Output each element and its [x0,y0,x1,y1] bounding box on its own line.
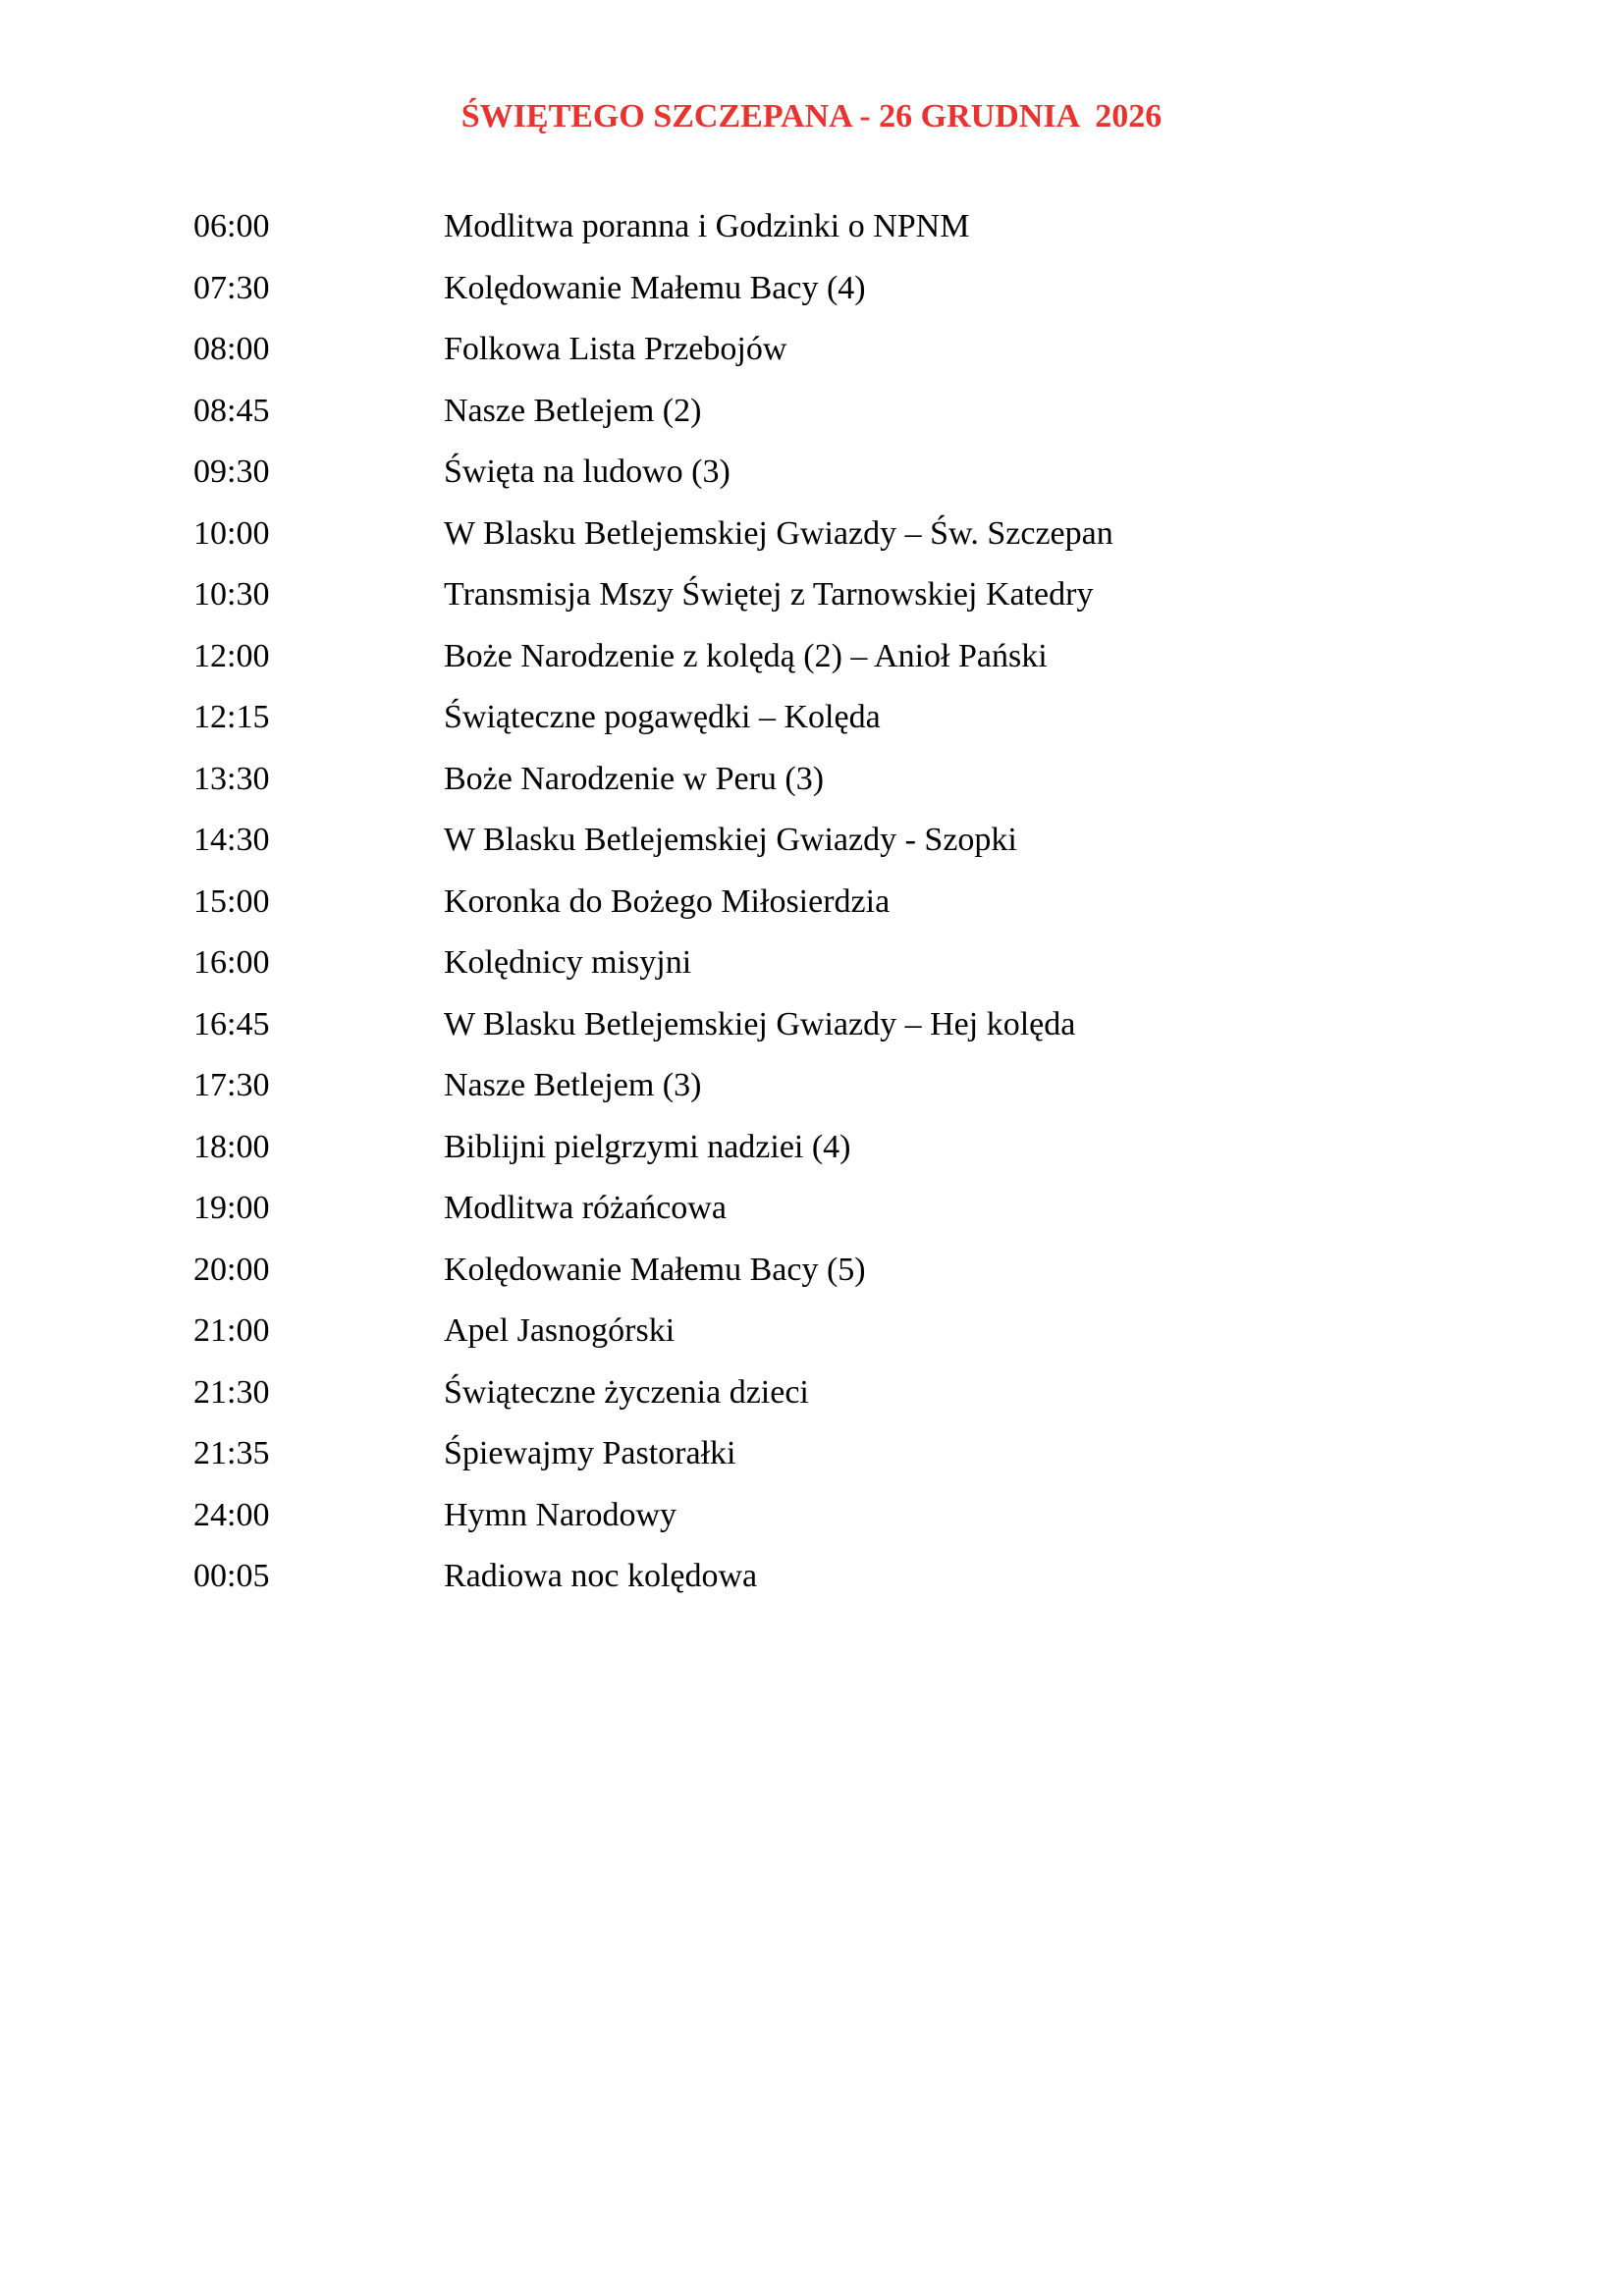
schedule-row [193,504,1470,565]
schedule-time: 10:00 [193,514,270,552]
schedule-title: Świąteczne życzenia dzieci [444,1373,809,1411]
schedule-row [193,1362,1470,1424]
schedule-row [193,1546,1470,1608]
schedule-time: 08:00 [193,331,270,368]
schedule-time: 19:00 [193,1190,270,1227]
schedule-title: Świąteczne pogawędki – Kolęda [444,699,881,736]
schedule-time: 24:00 [193,1496,270,1533]
schedule-time: 17:30 [193,1067,270,1104]
schedule-title: Koronka do Bożego Miłosierdzia [444,882,891,920]
schedule-time: 21:00 [193,1312,270,1350]
schedule-title: Kolędowanie Małemu Bacy (5) [444,1251,866,1288]
schedule-title: Boże Narodzenie z kolędą (2) – Anioł Pański [444,637,1048,674]
schedule-time: 13:30 [193,760,270,797]
schedule-row [193,872,1470,934]
schedule-time: 21:30 [193,1373,270,1411]
schedule-row [193,564,1470,626]
schedule-time: 10:30 [193,576,270,614]
schedule-title: Transmisja Mszy Świętej z Tarnowskiej Katedry [444,576,1094,614]
schedule-title: Śpiewajmy Pastorałki [444,1435,736,1472]
schedule-row [193,319,1470,381]
schedule-title: Nasze Betlejem (2) [444,392,702,429]
schedule-time: 09:30 [193,454,270,491]
schedule-title: Święta na ludowo (3) [444,454,730,491]
schedule-time: 12:00 [193,637,270,674]
schedule-title: Biblijni pielgrzymi nadziei (4) [444,1128,851,1165]
schedule-title: W Blasku Betlejemskiej Gwiazdy – Św. Szczepan [444,514,1113,552]
schedule-time: 14:30 [193,822,270,859]
schedule-title: Kolędowanie Małemu Bacy (4) [444,269,866,306]
schedule-row [193,749,1470,811]
schedule-title: W Blasku Betlejemskiej Gwiazdy – Hej kolęda [444,1005,1076,1042]
schedule-time: 21:35 [193,1435,270,1472]
schedule-row [193,687,1470,749]
schedule-title: Boże Narodzenie w Peru (3) [444,760,825,797]
schedule-row [193,810,1470,872]
schedule-title: Nasze Betlejem (3) [444,1067,702,1104]
schedule-time: 07:30 [193,269,270,306]
schedule-row [193,1240,1470,1302]
schedule-time: 00:05 [193,1558,270,1595]
schedule-title: Kolędnicy misyjni [444,944,692,982]
schedule-row [193,442,1470,504]
schedule-time: 08:45 [193,392,270,429]
schedule-row [193,1178,1470,1240]
schedule-row [193,1485,1470,1547]
schedule-time: 12:15 [193,699,270,736]
schedule-row [193,994,1470,1056]
schedule-title: Radiowa noc kolędowa [444,1558,758,1595]
page-title: ŚWIĘTEGO SZCZEPANA - 26 GRUDNIA 2026 [460,98,1163,134]
schedule-time: 06:00 [193,208,270,245]
schedule-row [193,1301,1470,1362]
schedule-time: 18:00 [193,1128,270,1165]
schedule-row [193,258,1470,320]
schedule-row [193,381,1470,443]
schedule-row [193,626,1470,688]
schedule-title: W Blasku Betlejemskiej Gwiazdy - Szopki [444,822,1017,859]
schedule-row [193,1423,1470,1485]
schedule-title: Modlitwa poranna i Godzinki o NPNM [444,208,970,245]
schedule-title: Hymn Narodowy [444,1496,677,1533]
schedule-title: Apel Jasnogórski [444,1312,676,1350]
schedule-row [193,196,1470,258]
schedule-row [193,1055,1470,1117]
schedule-time: 20:00 [193,1251,270,1288]
schedule-time: 16:45 [193,1005,270,1042]
schedule-time: 16:00 [193,944,270,982]
schedule-list [193,196,1470,1608]
schedule-row [193,933,1470,994]
schedule-title: Folkowa Lista Przebojów [444,331,787,368]
schedule-title: Modlitwa różańcowa [444,1190,727,1227]
schedule-time: 15:00 [193,882,270,920]
schedule-row [193,1117,1470,1179]
